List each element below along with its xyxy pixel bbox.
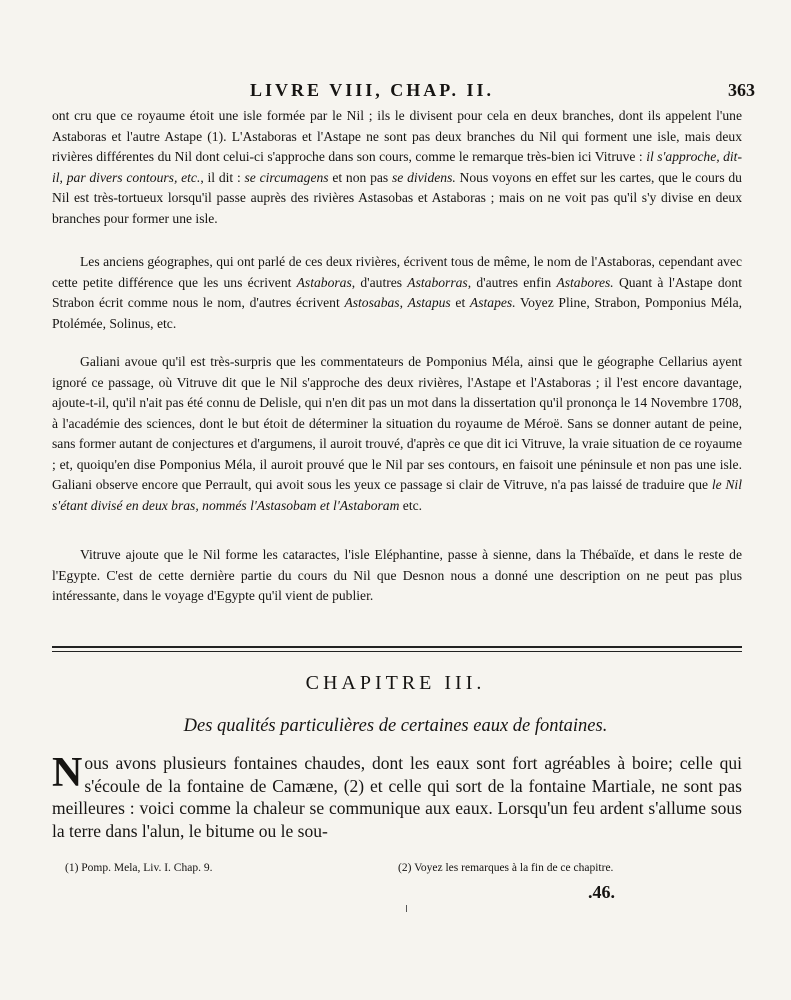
p2-text-b: , d'autres <box>351 274 408 290</box>
p1-text-b: , il dit : <box>200 169 245 185</box>
paragraph-2 <box>52 252 742 334</box>
p2-italic-1: Astaboras <box>296 274 352 290</box>
chapter-title: CHAPITRE III. <box>305 672 486 694</box>
p3-text-a: Galiani avoue qu'il est très-surpris que les commentateurs de Pomponius Méla, ainsi que le géographe Cellarius ayent ignoré ce passage, où Vitruve dit que le Nil s'approche des deux rivières, l'Astape et l'Astaboras ; il l'est encore davantage, ajoute-t-il, qu'il n'ait pas été connu de Delisle, qui n'en dit pas un mot dans la dissertation qu'il prononça le 14 Novembre 1708, à l'académie des sciences, dont le but étoit de déterminer la situation du royaume de Méroë. Sans se donner autant de peine, sans former autant de conjectures et d'argumens, il auroit trouvé, d'après ce que dit ici Vitruve, la vraie situation de ce royaume ; et, quoiqu'en dise Pomponius Méla, il auroit prouvé que le Nil par ses contours, en faisoit une péninsule et non pas une isle. Galiani observe encore que Perrault, qui avoit sous les yeux ce passage si clair de Vitruve, n'a pas laissé de traduire que <box>52 354 742 492</box>
p3-italic-1: le Nil s'étant divisé en deux bras, nommés l'Astasobam et l'Astaboram <box>52 477 742 513</box>
print-speck <box>406 905 407 912</box>
p2-text-g: Voyez Pline, Strabon, Pomponius Méla, Ptolémée, Solinus, etc. <box>52 295 743 331</box>
signature-mark: .46. <box>588 882 615 902</box>
paragraph-1 <box>52 106 742 229</box>
running-title: LIVRE VIII, CHAP. II. <box>250 80 495 100</box>
p1-italic-2: se circumagens <box>244 169 329 185</box>
drop-capital: N <box>52 750 83 796</box>
p1-italic-3: se dividens. <box>391 169 456 185</box>
page-number: 363 <box>728 80 755 100</box>
p2-text-a: Les anciens géographes, qui ont parlé de ces deux rivières, écrivent tous de même, le nom de l'Astaboras, cependant avec cette petite différence que les uns écrivent <box>52 254 742 290</box>
chapter-subtitle: Des qualités particulières de certaines eaux de fontaines. <box>183 716 608 736</box>
p2-text-f: et <box>450 295 470 310</box>
p2-italic-5: Astapus <box>407 295 451 310</box>
p1-italic-1: il s'approche, dit-il, par divers contours, etc. <box>52 149 742 185</box>
chapter-opening-paragraph <box>52 752 742 842</box>
p2-italic-2: Astaborras <box>407 274 468 290</box>
p1-text-a: ont cru que ce royaume étoit une isle formée par le Nil ; ils le divisent pour cela en deux branches, dont ils appelent l'une Astaboras et l'autre Astape (1). L'Astaboras et l'Astape ne sont pas deux branches du Nil qui forment une isle, mais deux rivières différentes du Nil dont celui-ci s'approche dans son cours, comme le remarque très-bien ici Vitruve : <box>52 108 742 164</box>
section-divider <box>52 646 742 652</box>
p1-text-d: Nous voyons en effet sur les cartes, que le cours du Nil est très-tortueux lorsqu'il passe auprès des rivières Astasobas et Astaboras ; mais on ne voit pas qu'il s'y divise en deux branches pour former une isle. <box>52 169 742 226</box>
paragraph-4 <box>52 545 742 607</box>
p2-italic-6: Astapes. <box>469 295 516 310</box>
p2-text-e: , <box>399 295 408 310</box>
footnote-1: (1) Pomp. Mela, Liv. I. Chap. 9. <box>65 862 213 874</box>
footnote-2: (2) Voyez les remarques à la fin de ce chapitre. <box>398 862 614 874</box>
p2-text-d: Quant à l'Astape dont Strabon écrit comme nous le nom, d'autres écrivent <box>52 274 742 310</box>
running-header <box>250 80 755 104</box>
p4-text: Vitruve ajoute que le Nil forme les cataractes, l'isle Eléphantine, passe à sienne, dans la Thébaïde, et dans le reste de l'Egypte. C'est de cette dernière partie du cours du Nil que Desnon nous a donné une description on ne peut pas plus intéressante, dans le voyage d'Egypte qu'il vient de publier. <box>52 547 742 603</box>
p3-text-b: etc. <box>399 497 423 513</box>
p2-text-c: , d'autres enfin <box>467 274 557 290</box>
chapter-opening-text: ous avons plusieurs fontaines chaudes, dont les eaux sont fort agréables à boire; celle qui s'écoule de la fontaine de Camæne, (2) et celle qui sort de la fontaine Martiale, ne sont pas meilleures : voici comme la chaleur se communique aux eaux. Lorsqu'un feu ardent s'allume sous la terre dans l'alun, le bitume ou le sou- <box>52 753 742 841</box>
p1-text-c: et non pas <box>328 169 392 185</box>
p2-italic-3: Astabores. <box>556 274 614 290</box>
p2-italic-4: Astosabas <box>344 295 400 310</box>
paragraph-3 <box>52 352 742 516</box>
